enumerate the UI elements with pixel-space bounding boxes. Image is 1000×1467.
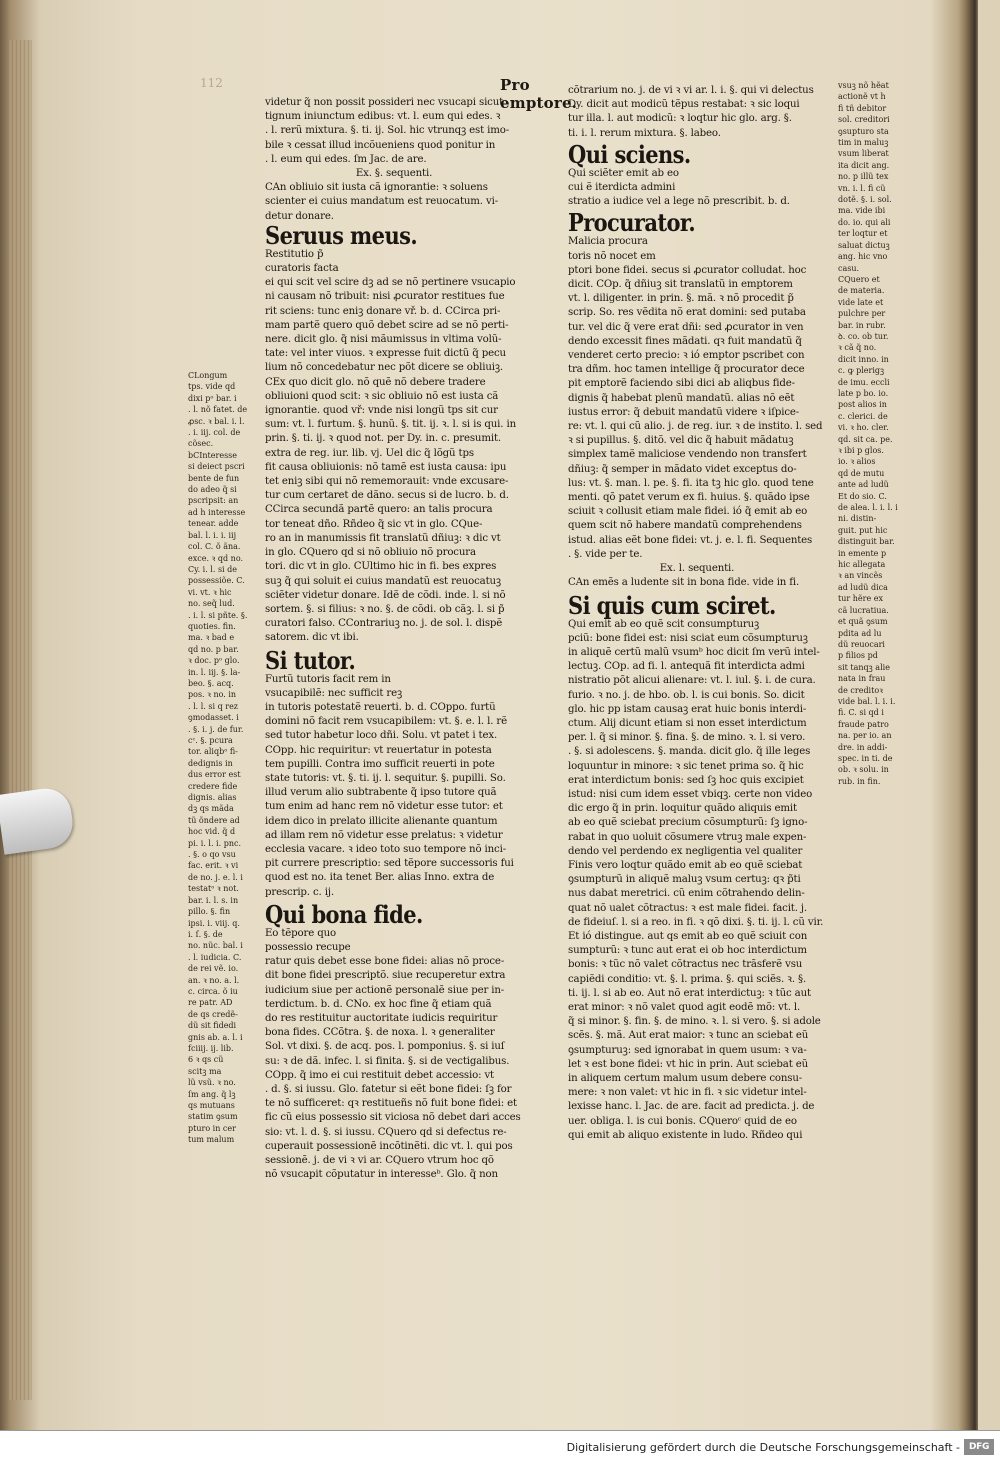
text-line: Ex. l. sequenti. xyxy=(659,563,735,575)
text-line: istud: nisi cum idem esset vbiqꝫ. certe non video xyxy=(568,788,813,800)
text-line: iustus error: q̃ debuit mandatũ videre ꝛ iſpice- xyxy=(568,406,800,418)
gloss-line: cᶜ. §. pcura xyxy=(188,736,233,745)
text-line: videtur q̃ non possit possideri nec vsucapi sicut xyxy=(265,97,504,108)
text-line: tur cum certaret de dãno. secus si de lucro. b. d. xyxy=(265,490,509,502)
text-line: . §. si adolescens. §. manda. dicit glo. q̃ ille leges xyxy=(568,746,811,758)
gloss-line: possessiõe. C. xyxy=(188,576,245,586)
gloss-line: c. circa. õ iu xyxy=(188,986,238,996)
gloss-line: ante ad ludũ xyxy=(838,480,889,490)
gloss-line: guit. put hic xyxy=(838,525,888,535)
text-line: CCirca secundã partẽ quero: an talis procura xyxy=(265,504,493,516)
text-line: fic cũ eius possessio sit viciosa nõ debet dari acces xyxy=(265,1112,521,1124)
text-line: simplex tamẽ maliciose vendendo non transfert xyxy=(568,449,807,461)
gloss-line: CLongum xyxy=(188,371,228,380)
text-line: erat interdictum bonis: sed ſꝫ hoc quis excipiet xyxy=(568,774,804,786)
text-line: dendo excessit fines mãdati. qꝛ fuit mandatũ q̃ xyxy=(568,335,802,347)
gloss-line: dre. in addi- xyxy=(838,742,888,752)
gloss-line: saluat dictuꝫ xyxy=(838,240,890,250)
gloss-line: vide bal. l. i. i. xyxy=(838,696,896,706)
gloss-line: . l. l. si q rez xyxy=(188,701,239,711)
text-line: dendo vel perdendo ex negligentia vel qualiter xyxy=(568,845,803,857)
text-line: mere: ꝛ non valet: vt hic in fi. ꝛ sic videtur intel- xyxy=(568,1087,807,1099)
gloss-line: pscripsit: an xyxy=(188,496,239,506)
gloss-line: si deiect pscri xyxy=(188,462,245,472)
gloss-line: ꝛ doc. pᵒ glo. xyxy=(188,656,240,666)
text-line: ad illam rem nõ videtur esse prelatus: ꝛ videtur xyxy=(265,829,503,841)
text-line: sumpturũ: ꝛ tunc aut erat ei ob hoc interdictum xyxy=(568,945,807,957)
heading-side-text: vsucapibilẽ: nec sufficit reꝫ xyxy=(265,687,403,699)
gloss-line: de imu. eccli xyxy=(838,377,890,387)
text-line: sciuit ꝛ collusit etiam male fidei. ió q̃ emit ab eo xyxy=(568,506,808,518)
text-line: lexisse hanc. l. Jac. de are. facit ad predicta. j. de xyxy=(568,1101,815,1113)
page-edges xyxy=(8,40,32,1400)
text-line: loquuntur in minore: ꝛ sic tenet prima so. q̃ hic xyxy=(568,760,804,772)
heading-side-text: Qui sciẽter emit ab eo xyxy=(568,167,679,179)
text-line: sum: vt. l. furtum. §. hunũ. §. tit. ij. ꝛ. l. si is qui. in xyxy=(265,419,516,431)
gloss-line: distinguit bar. xyxy=(838,537,895,547)
gloss-line: dixi pᵒ bar. i xyxy=(188,393,237,403)
gloss-line: de materia. xyxy=(838,286,885,296)
gloss-line: c. clerici. de xyxy=(838,411,888,421)
text-line: q̃ si minor. §. fin. §. de mino. ꝛ. l. si vero. §. si adole xyxy=(568,1016,821,1028)
gloss-line: . l. iudicia. C. xyxy=(188,952,242,962)
gloss-line: Et do sio. C. xyxy=(838,491,887,501)
text-line: prin. §. ti. ij. ꝛ quod not. per Dy. in. c. presumit. xyxy=(265,433,501,445)
gloss-line: qd no. p bar. xyxy=(188,644,239,654)
gloss-line: vide late et xyxy=(838,297,884,307)
gloss-line: hoc vid. q̃ d xyxy=(188,827,236,837)
text-line: nistratio põt alicui alienare: vt. l. iul. §. i. de cura. xyxy=(568,675,816,687)
gloss-line: in emente p xyxy=(838,548,887,558)
text-line: tor teneat dño. Rñdeo q̃ sic vt in glo. CQue- xyxy=(265,518,483,530)
gloss-line: scitꝫ ma xyxy=(188,1066,222,1076)
gloss-line: beo. §. acq. xyxy=(188,678,234,688)
section-heading-si-quis-cum-sciret: Si quis cum sciret. xyxy=(568,590,776,620)
text-line: Dy. dicit aut modicũ tẽpus restabat: ꝛ sic loqui xyxy=(568,99,800,111)
gloss-line: sit tanqꝫ alie xyxy=(838,662,890,672)
gloss-line: vi. vt. ꝛ hic xyxy=(188,587,232,597)
gloss-line: no. p illũ tex xyxy=(838,172,889,182)
text-line: nõ vsucapit cõputatur in interesseᵇ. Glo. q̃ non xyxy=(265,1169,498,1181)
text-line: per. l. q̃ si minor. §. fina. §. de mino. ꝛ. l. si vero. xyxy=(568,732,806,744)
gloss-line: bente de fun xyxy=(188,473,240,483)
gloss-line: bar. in rubr. xyxy=(838,320,886,330)
gloss-line: de no. j. e. l. i xyxy=(188,872,243,882)
text-line: ctum. Alij dicunt etiam si non esset interdictum xyxy=(568,717,807,729)
gloss-line: p filios pd xyxy=(838,651,878,661)
text-line: rit sciens: tunc eniꝫ donare vř. b. d. CCirca pri- xyxy=(265,305,501,317)
text-line: obliuioni quod scit: ꝛ sic obliuio nõ est iusta cã xyxy=(265,390,499,402)
text-line: tur. vel dic q̃ vere erat dñi: sed ꝓcurator in ven xyxy=(568,321,804,333)
text-line: bona fides. CCõtra. §. de noxa. l. ꝛ generaliter xyxy=(265,1027,495,1039)
gloss-line: credere fide xyxy=(188,781,238,791)
gloss-line: ita dicit ang. xyxy=(838,160,890,170)
gloss-line: bal. l. i. i. iij xyxy=(188,530,237,540)
gloss-line: do. io. qui ali xyxy=(838,217,891,227)
gloss-line: de qs credẽ- xyxy=(188,1009,238,1019)
gloss-line: casu. xyxy=(838,263,860,273)
gloss-line: . §. i. j. de fur. xyxy=(188,724,244,734)
text-line: te nõ sufficeret: qꝛ restitueñs nõ fuit bone fidei: et xyxy=(265,1098,517,1110)
text-line: . l. rerũ mixtura. §. ti. ij. Sol. hic vtrunqꝫ est imo- xyxy=(265,125,510,137)
gloss-line: tenear. adde xyxy=(188,519,239,529)
text-line: ecclesia vacare. ꝛ ideo toto suo tempore nõ inci- xyxy=(265,843,506,855)
gloss-line: do adeo q̃ si xyxy=(188,485,237,495)
gloss-line: . i. l. si pñte. §. xyxy=(188,610,248,620)
gloss-line: CQuero et xyxy=(838,274,880,284)
text-line: Qui emit ab eo quẽ scit consumpturuꝫ xyxy=(568,618,760,630)
gloss-line: in. l. iij. §. la- xyxy=(188,667,241,677)
text-line: ꝯsumpturũ in aliquẽ maluꝫ vsum certuꝫ: qꝛ p̃ti xyxy=(568,874,801,886)
text-line: Sol. vt dixi. §. de acq. pos. l. pomponius. §. si iuſ xyxy=(265,1041,505,1053)
gloss-line: re patr. AD xyxy=(188,998,233,1008)
gloss-line: ma. ꝛ bad e xyxy=(188,633,235,643)
gloss-line: 6 ꝛ qs cũ xyxy=(188,1055,224,1065)
gloss-line: spec. in ti. de xyxy=(838,753,893,763)
heading-side-text: Eo tẽpore quo xyxy=(265,927,336,939)
heading-side-text: Restitutio p̃ xyxy=(265,248,324,260)
section-heading-procurator: Procurator. xyxy=(568,208,696,238)
text-line: sciẽter videtur donare. Idẽ de cõdi. inde. l. si nõ xyxy=(265,589,506,601)
text-line: dit bone fidei prescriptõ. siue recuperetur extra xyxy=(265,970,506,982)
gloss-line: rub. in fin. xyxy=(838,776,881,786)
text-line: sed tutor habetur loco dñi. Solu. vt patet i tex. xyxy=(265,730,498,742)
text-line: sessionẽ. j. de vi ꝛ vi ar. CQuero vtrum hoc qõ xyxy=(265,1155,494,1167)
dfg-logo: DFG xyxy=(964,1439,994,1455)
text-line: iudicium siue per actionẽ personalẽ siue per in- xyxy=(265,984,505,996)
gloss-line: bCInteresse xyxy=(188,450,238,460)
left-marginal-gloss xyxy=(188,370,258,1146)
text-line: tignum iniunctum edibus: vt. l. eum qui edes. ꝛ xyxy=(265,111,501,123)
text-line: prescrip. c. ij. xyxy=(265,886,334,898)
text-line: furio. ꝛ no. j. de hbo. ob. l. is cui bonis. So. dicit xyxy=(568,689,805,701)
gloss-line: qd. sit ca. pe. xyxy=(838,434,893,444)
text-line: lus: vt. §. man. l. pe. §. fi. ita tꝫ hic glo. quod tene xyxy=(568,477,814,489)
gloss-line: dotẽ. §. i. sol. xyxy=(838,195,892,205)
gloss-line: ꝯmodasset. i xyxy=(188,713,239,723)
gloss-line: fac. erit. ꝛ vi xyxy=(188,861,239,871)
gloss-line: tps. vide qd xyxy=(188,382,236,392)
gloss-line: late p bo. io. xyxy=(838,388,889,398)
text-line: rabat in quo uoluit cõsumere vtruꝫ male expen- xyxy=(568,831,807,843)
text-line: ti. i. l. rerum mixtura. §. labeo. xyxy=(568,127,721,139)
text-line: menti. qõ patet verum ex fi. huius. §. quãdo ipse xyxy=(568,492,810,504)
text-line: stratio a iudice vel a lege nõ prescribit. b. d. xyxy=(568,196,790,208)
text-line: su: ꝛ de dã. infec. l. si finita. §. si de vectigalibus. xyxy=(265,1055,510,1067)
text-line: . §. vide per te. xyxy=(568,548,643,560)
bleed-through-folio: 112 xyxy=(200,76,223,90)
facing-page-edge xyxy=(978,0,1000,1466)
section-heading-qui-bona-fide: Qui bona fide. xyxy=(265,899,423,929)
text-line: tem pupilli. Contra imo sufficit reuerti in pote xyxy=(265,758,495,770)
text-line: . d. §. si iussu. Glo. fatetur si eẽt bone fidei: ſꝫ for xyxy=(265,1084,512,1095)
funding-notice: Digitalisierung gefördert durch die Deutsche Forschungsgemeinschaft - xyxy=(566,1441,960,1454)
text-line: in aliquẽ certũ malũ vsumᵇ hoc dicit ſm verũ intel- xyxy=(568,646,820,658)
text-line: ni causam nõ tribuit: nisi ꝓcurator restitues fue xyxy=(265,291,505,303)
text-line: glo. hic pp istam causaꝫ erat huic bonis interdi- xyxy=(568,703,807,715)
text-line: venderet certo precio: ꝛ ió emptor pscribet con xyxy=(568,350,805,362)
text-line: pit emptorẽ faciendo sibi dici ab aliqbus fide- xyxy=(568,378,795,390)
gloss-line: dicit inno. in xyxy=(838,354,889,364)
gloss-line: na. per io. an xyxy=(838,731,892,741)
text-line: ei qui scit vel scire dꝫ ad se nõ pertinere vsucapio xyxy=(265,277,516,289)
gloss-line: io. ꝛ alios xyxy=(838,457,876,467)
text-line: cõtrarium no. j. de vi ꝛ vi ar. l. i. §. qui vi delectus xyxy=(568,85,814,96)
left-text-column xyxy=(265,96,523,1182)
text-line: de fideiuſ. l. si a reo. in fi. ꝛ qõ dixi. §. ti. ij. l. cũ vir. xyxy=(568,916,824,928)
text-line: dic ergo q̃ in prin. loquitur quãdo aliquis emit xyxy=(568,803,797,815)
text-line: COpp. q̃ imo ei cui restituit debet accessio: vt xyxy=(265,1069,494,1081)
gloss-line: tum malum xyxy=(188,1135,235,1145)
gloss-line: vn. i. l. fi cũ xyxy=(838,183,886,193)
gloss-line: tũ õndere ad xyxy=(188,815,240,825)
gloss-line: Cy. i. l. si de xyxy=(188,564,238,574)
gloss-line: ma. vide ibi xyxy=(838,206,886,216)
text-line: state tutoris: vt. §. ti. ij. l. sequitur. §. pupilli. So. xyxy=(265,772,506,784)
gloss-line: . i. iij. col. de xyxy=(188,428,241,438)
page-clip xyxy=(0,785,76,854)
gloss-line: fraude patro xyxy=(838,719,889,729)
text-line: vt. l. diligenter. in prin. §. mã. ꝛ nõ procedit p̃ xyxy=(568,293,794,305)
gloss-line: ipsi. i. viij. q. xyxy=(188,918,240,928)
text-line: tet eniꝫ sibi qui nõ rememorauit: vnde excusare- xyxy=(265,476,509,488)
text-line: sortem. §. si filius: ꝛ no. §. de cõdi. ob cãꝫ. l. si p̃ xyxy=(265,603,505,615)
gloss-line: pturo in cer xyxy=(188,1123,236,1133)
gloss-line: ni. distin- xyxy=(838,514,877,524)
digitization-footer xyxy=(0,1430,1000,1467)
text-line: idem dico in prelato illicite alienante quantum xyxy=(265,815,498,827)
gloss-line: vi. ꝛ ho. cler. xyxy=(838,423,889,433)
gloss-line: cã lucratiua. xyxy=(838,605,889,615)
text-line: detur donare. xyxy=(265,210,334,222)
gloss-line: pos. ꝛ no. in xyxy=(188,690,237,700)
gloss-line: c. ꝙ plerigꝫ xyxy=(838,366,885,376)
gloss-line: lũ vsũ. ꝛ no. xyxy=(188,1078,236,1088)
gloss-line: fi tñ debitor xyxy=(838,103,887,113)
text-line: ab eo quẽ sciebat precium cõsumpturũ: ſꝫ igno- xyxy=(568,817,808,829)
gloss-line: ꝛ ibi p glos. xyxy=(838,446,884,455)
gloss-line: an. ꝛ no. a. l. xyxy=(188,975,240,985)
text-line: mam partẽ quero quõ debet scire ad se nõ perti- xyxy=(265,319,509,331)
gloss-line: col. C. õ ãna. xyxy=(188,542,241,552)
gloss-line: ob. ꝛ solu. in xyxy=(838,765,889,775)
text-line: satorem. dic vt ibi. xyxy=(265,632,359,644)
text-line: let ꝛ est bone fidei: vt hic in prin. Aut sciebat eũ xyxy=(568,1058,809,1070)
gloss-line: dignis. alias xyxy=(188,793,237,803)
text-line: scienter ei cuius mandatum est reuocatum. vi- xyxy=(265,196,498,208)
gloss-line: actionẽ vt h xyxy=(838,92,886,102)
text-line: pciũ: bone fidei est: nisi sciat eum cõsumpturuꝫ xyxy=(568,632,808,644)
text-line: Finis vero loqtur quãdo emit ab eo quẽ sciebat xyxy=(568,859,803,871)
text-line: ꝛ si pupillus. §. ditõ. vel dic q̃ habuit mãdatuꝫ xyxy=(568,435,794,447)
gloss-line: tim in maluꝫ xyxy=(838,138,889,148)
text-line: capiẽdi conditio: vt. §. l. prima. §. qui sciẽs. ꝛ. §. xyxy=(568,973,807,985)
text-line: scrip. So. res vẽdita nõ erat domini: sed putaba xyxy=(568,307,806,319)
gloss-line: testatᵒ ꝛ not. xyxy=(188,884,239,894)
text-line: illud verum alio subtrabente q̃ ipso tutore quã xyxy=(265,787,497,799)
text-line: lium nõ concedebatur nec põt dicere se obliuiꝫ. xyxy=(265,362,504,374)
gloss-line: qs mutuans xyxy=(188,1101,235,1110)
section-heading-seruus-meus: Seruus meus. xyxy=(265,220,418,250)
gloss-line: ꝓsc. ꝛ bal. i. l. xyxy=(188,416,245,426)
gloss-line: gnis ab. a. l. i xyxy=(188,1032,243,1042)
gloss-line: quoties. fin. xyxy=(188,621,236,631)
gloss-line: tur hẽre ex xyxy=(838,594,883,604)
text-line: quem scit nõ habere mandatũ comprehendens xyxy=(568,520,802,532)
gloss-line: vsuꝫ nõ hẽat xyxy=(838,81,889,90)
text-line: erat minor: ꝛ nõ valet quod agit eodẽ mõ: vt. l. xyxy=(568,1001,801,1013)
gloss-line: no. nũc. bal. i xyxy=(188,941,243,951)
gloss-line: pi. i. l. i. pnc. xyxy=(188,838,241,848)
text-line: nere. dicit glo. q̃ nisi mãumissus in vltima volũ- xyxy=(265,334,502,346)
gloss-line: sol. creditori xyxy=(838,115,890,125)
text-line: in tutoris potestatẽ reuerti. b. d. COppo. furtũ xyxy=(265,701,496,713)
text-line: in aliquem certum malum usum debere consu- xyxy=(568,1073,803,1084)
text-line: tur illa. l. aut modicũ: ꝛ loqtur hic glo. arg. §. xyxy=(568,113,792,125)
heading-side-text: possessio recupe xyxy=(265,941,351,953)
gloss-line: cõsec. xyxy=(188,439,214,449)
text-line: Et ió distingue. aut qs emit ab eo quẽ sciuit con xyxy=(568,930,808,942)
right-marginal-gloss xyxy=(838,80,904,787)
gloss-line: et quã ꝯsum xyxy=(838,617,888,627)
text-line: do res restituitur auctoritate iudicis requiritur xyxy=(265,1012,498,1024)
gloss-line: vsum liberat xyxy=(838,149,889,159)
text-line: terdictum. b. d. CNo. ex hoc fine q̃ etiam quã xyxy=(265,998,492,1010)
text-line: tori. dic vt in glo. CUltimo hic in fi. bes expres xyxy=(265,561,497,573)
text-line: sio: vt. l. d. §. si iussu. CQuero qd si defectus re- xyxy=(265,1126,507,1138)
text-line: in glo. CQuero qd si nõ obliuio nõ procura xyxy=(265,547,476,559)
text-line: ratur quis debet esse bone fidei: alias nõ proce- xyxy=(265,956,505,968)
text-line: ꝯsumpturuꝫ: sed ignorabat in quem usum: ꝛ va- xyxy=(568,1044,807,1056)
text-line: dicit. COp. q̃ dñiuꝫ sit translatũ in emptorem xyxy=(568,279,793,291)
text-line: ptori bone fidei. secus si ꝓcurator colludat. hoc xyxy=(568,264,807,276)
heading-side-text: cui ẽ iterdicta admini xyxy=(568,182,676,194)
text-line: ignorantie. quod vř: vnde nisi longũ tps sit cur xyxy=(265,405,498,417)
text-line: . l. eum qui edes. ſm Jac. de are. xyxy=(265,153,427,165)
gloss-line: dus error est xyxy=(188,770,241,780)
text-line: ro an in manumissis fit translatũ dñiuꝫ: ꝛ dic vt xyxy=(265,532,501,544)
gloss-line: tor. aliqbᵒ fi- xyxy=(188,747,238,757)
text-line: COpp. hic requiritur: vt reuertatur in potesta xyxy=(265,744,492,756)
section-heading-si-tutor: Si tutor. xyxy=(265,645,356,675)
gloss-line: qd de mutu xyxy=(838,468,885,478)
text-line: istud. alias eẽt bone fidei: vt. j. e. l. fi. Sequentes xyxy=(568,534,813,546)
gloss-line: de alea. l. i. l. i xyxy=(838,503,898,513)
gloss-line: fi. C. si qd i xyxy=(838,708,884,718)
section-heading-qui-sciens: Qui sciens. xyxy=(568,139,691,169)
gloss-line: ter loqtur et xyxy=(838,229,888,239)
gloss-line: ang. hic vno xyxy=(838,252,888,262)
gloss-line: i. ſ. §. de xyxy=(188,929,223,939)
text-line: CAn emẽs a ludente sit in bona fide. vide in fi. xyxy=(568,577,800,589)
gloss-line: pulchre per xyxy=(838,309,886,319)
text-line: dñiuꝫ: q̃ semper in mãdato videt exceptus do- xyxy=(568,463,797,475)
text-line: Ex. §. sequenti. xyxy=(355,168,433,180)
gloss-line: de creditoꝛ xyxy=(838,685,883,695)
text-line: tra dñm. hoc tamen intellige q̃ procurator dece xyxy=(568,364,805,376)
gloss-line: ad h interesse xyxy=(188,507,246,517)
text-line: CAn obliuio sit iusta cã ignorantie: ꝛ soluens xyxy=(265,182,488,194)
text-line: dignis q̃ habebat plenũ mandatũ. alias nõ eẽt xyxy=(568,392,795,404)
gloss-line: dũ sit fidedi xyxy=(188,1021,237,1031)
text-line: pit currere prescriptio: sed tẽpore successoris fui xyxy=(265,858,514,870)
text-line: extra de reg. iur. lib. vj. Uel dic q̃ lõgũ tps xyxy=(265,447,474,459)
gloss-line: nata in frau xyxy=(838,674,886,684)
heading-side-text: Malicia procura xyxy=(568,236,648,248)
gloss-line: de rei vẽ. io. xyxy=(188,964,239,974)
gloss-line: pillo. §. fin xyxy=(188,907,231,917)
gloss-line: hic allegata xyxy=(838,560,886,570)
gloss-line: ꝛ cã q̃ no. xyxy=(838,343,877,353)
gloss-line: ꝛ an vincẽs xyxy=(838,571,883,581)
heading-side-text: Furtũ tutoris facit rem in xyxy=(265,673,391,685)
gloss-line: dꝫ qs mãda xyxy=(188,804,234,814)
text-line: fit causa obliuionis: nõ tamẽ est iusta causa: ipu xyxy=(265,461,507,473)
gloss-line: dedignis in xyxy=(188,758,233,768)
text-line: CEx quo dicit glo. nõ quẽ nõ debere tradere xyxy=(265,376,486,388)
running-head: Pro emptore. xyxy=(500,76,578,112)
gloss-line: ꝯsupturo sta xyxy=(838,126,889,136)
text-line: curatori falso. CContrariuꝫ no. j. de sol. l. dispẽ xyxy=(265,618,503,630)
text-line: bonis: ꝛ tũc nõ valet cõtractus nec trãsferẽ vsu xyxy=(568,959,803,971)
heading-side-text: toris nõ nocet em xyxy=(568,250,656,262)
text-line: scẽs. §. mã. Aut erat maior: ꝛ tunc an sciebat eũ xyxy=(568,1030,809,1042)
text-line: cuperauit possessionẽ incõtinẽti. dic vt. l. qui pos xyxy=(265,1140,513,1152)
gloss-line: dũ reuocari xyxy=(838,639,885,649)
text-line: nus dabat meretrici. cũ enim cõtrahendo delin- xyxy=(568,888,805,900)
gloss-line: exce. ꝛ qd no. xyxy=(188,553,244,563)
text-line: tate: vel inter viuos. ꝛ expresse fuit dictũ q̃ pecu xyxy=(265,348,506,360)
text-line: domini nõ facit rem vsucapibilem: vt. §. e. l. l. rẽ xyxy=(265,716,507,728)
text-line: lectuꝫ. COp. ad fi. l. antequã fit interdicta admi xyxy=(568,661,805,673)
text-line: quat nõ ualet cõtractus: ꝛ est male fidei. facit. j. xyxy=(568,902,808,914)
gloss-line: post alios in xyxy=(838,400,887,410)
gloss-line: . §. o qo vsu xyxy=(188,850,236,860)
gloss-line: no. seq̃ lud. xyxy=(188,599,235,609)
heading-side-text: curatoris facta xyxy=(265,263,339,275)
text-line: bile ꝛ cessat illud incõueniens quod ponitur in xyxy=(265,139,496,151)
gloss-line: . l. nõ fatet. de xyxy=(188,405,248,415)
text-line: qui emit ab aliquo existente in ludo. Rñdeo qui xyxy=(568,1129,803,1141)
right-text-column xyxy=(568,84,826,1143)
gloss-line: ſm ang. q̃ lꝫ xyxy=(188,1089,236,1099)
gloss-line: statim ꝯsum xyxy=(188,1112,238,1122)
gloss-line: ad ludũ dica xyxy=(838,582,888,592)
gloss-line: ꝺ. co. ob tur. xyxy=(838,331,889,341)
gloss-line: fciiij. ij. lib. xyxy=(188,1043,234,1053)
text-line: suꝫ q̃ qui soluit ei cuius mandatũ est reuocatuꝫ xyxy=(265,575,501,587)
text-line: quod est no. ita tenet Ber. alias Inno. extra de xyxy=(265,872,495,884)
gloss-line: pdita ad lu xyxy=(838,628,882,638)
text-line: tum enim ad hanc rem nõ videtur esse tutor: et xyxy=(265,801,503,813)
text-line: ti. ij. l. si ab eo. Aut nõ erat interdictuꝫ: ꝛ tũc aut xyxy=(568,987,811,999)
text-line: re: vt. l. qui cũ alio. j. de reg. iur. ꝛ de instito. l. sed xyxy=(568,421,823,433)
gloss-line: bar. i. l. s. in xyxy=(188,895,239,905)
text-line: uer. obliga. l. is cui bonis. CQueroᶜ quid de eo xyxy=(568,1115,797,1127)
